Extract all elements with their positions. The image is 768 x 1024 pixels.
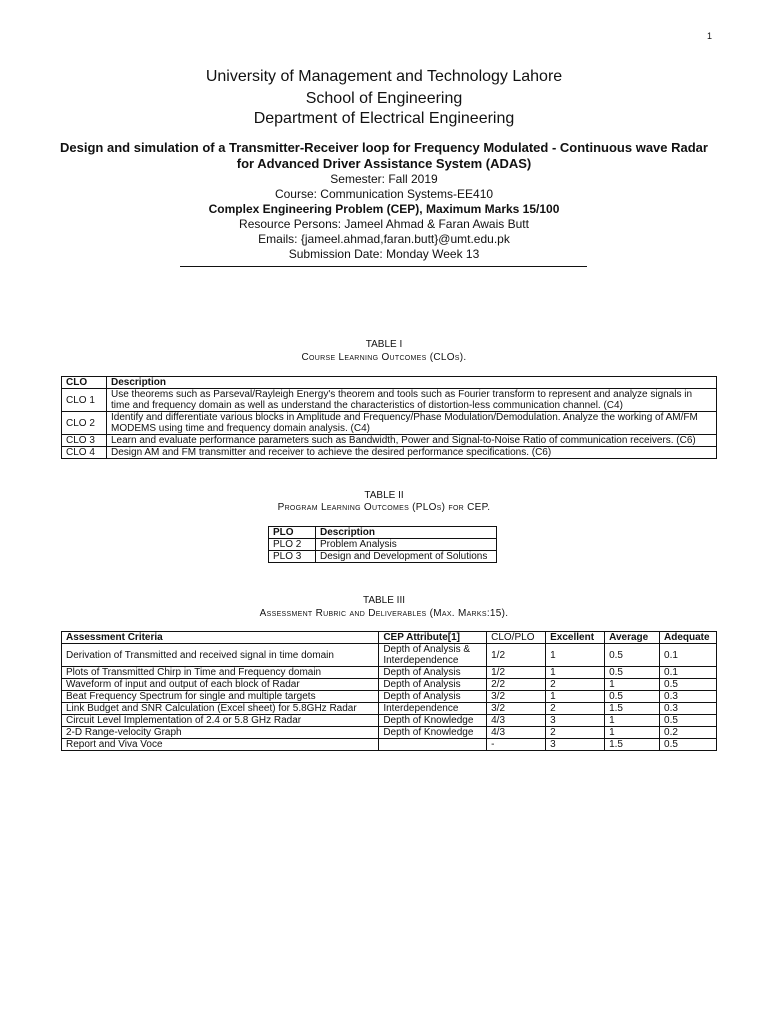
cep-attribute-cell: Depth of Knowledge — [379, 727, 487, 739]
table-row — [62, 715, 717, 727]
excellent-cell: 1 — [546, 691, 605, 703]
criteria-cell: 2-D Range-velocity Graph — [62, 727, 379, 739]
table-row — [62, 435, 717, 447]
criteria-cell: Circuit Level Implementation of 2.4 or 5.8 GHz Radar — [62, 715, 379, 727]
submission-date: Submission Date: Monday Week 13 — [288, 247, 480, 261]
clo-plo-cell: 1/2 — [487, 644, 546, 667]
header-description: Description — [107, 377, 717, 389]
adequate-cell: 0.5 — [660, 739, 717, 751]
department-name: Department of Electrical Engineering — [253, 110, 515, 127]
clo-plo-cell: 1/2 — [487, 667, 546, 679]
header-excellent: Excellent — [546, 632, 605, 644]
table3-label: TABLE III — [362, 595, 406, 606]
adequate-cell: 0.1 — [660, 644, 717, 667]
school-name: School of Engineering — [305, 90, 463, 107]
clo-id: CLO 4 — [62, 447, 107, 459]
average-cell: 1 — [605, 727, 660, 739]
header-plo: PLO — [269, 527, 316, 539]
header-adequate: Adequate — [660, 632, 717, 644]
table2-caption-text: Program Learning Outcomes (PLOs) for CEP. — [277, 502, 491, 513]
table-header-row — [62, 632, 717, 644]
university-name: University of Management and Technology Lahore — [205, 68, 563, 85]
excellent-cell: 1 — [546, 644, 605, 667]
table-header-row — [62, 377, 717, 389]
average-cell: 0.5 — [605, 644, 660, 667]
criteria-cell: Beat Frequency Spectrum for single and multiple targets — [62, 691, 379, 703]
document-header — [0, 66, 768, 262]
table3-caption-text: Assessment Rubric and Deliverables (Max. Marks:15). — [259, 608, 509, 619]
cep-attribute-cell: Depth of Analysis — [379, 691, 487, 703]
average-cell: 0.5 — [605, 691, 660, 703]
header-divider — [180, 266, 587, 267]
plo-description: Problem Analysis — [316, 539, 497, 551]
adequate-cell: 0.3 — [660, 703, 717, 715]
average-cell: 1.5 — [605, 703, 660, 715]
clo-plo-cell: - — [487, 739, 546, 751]
table-header-row — [269, 527, 497, 539]
clo-id: CLO 2 — [62, 412, 107, 435]
clo-plo-cell: 3/2 — [487, 703, 546, 715]
resource-persons: Resource Persons: Jameel Ahmad & Faran Awais Butt — [239, 217, 529, 231]
criteria-cell: Plots of Transmitted Chirp in Time and Frequency domain — [62, 667, 379, 679]
excellent-cell: 3 — [546, 739, 605, 751]
cep-attribute-cell — [379, 739, 487, 751]
header-clo-plo: CLO/PLO — [487, 632, 546, 644]
table3-caption — [0, 607, 768, 620]
cep-attribute-cell: Depth of Analysis — [379, 679, 487, 691]
adequate-cell: 0.5 — [660, 679, 717, 691]
table-row — [269, 539, 497, 551]
clo-description: Identify and differentiate various blocks in Amplitude and Frequency/Phase Modulation/Demodulation. Analyze the working of AM/FM MODEMS using time and frequency domain analysis. (C4) — [107, 412, 717, 435]
cep-attribute-cell: Depth of Analysis — [379, 667, 487, 679]
table-row — [62, 644, 717, 667]
cep-attribute-cell: Depth of Analysis & Interdependence — [379, 644, 487, 667]
plo-id: PLO 3 — [269, 551, 316, 563]
criteria-cell: Derivation of Transmitted and received signal in time domain — [62, 644, 379, 667]
plo-description: Design and Development of Solutions — [316, 551, 497, 563]
table2-caption — [0, 501, 768, 514]
clo-description: Learn and evaluate performance parameters such as Bandwidth, Power and Signal-to-Noise Ratio of communication receivers. (C6) — [107, 435, 717, 447]
criteria-cell: Link Budget and SNR Calculation (Excel sheet) for 5.8GHz Radar — [62, 703, 379, 715]
table-row — [62, 703, 717, 715]
clo-table — [61, 376, 717, 459]
adequate-cell: 0.2 — [660, 727, 717, 739]
adequate-cell: 0.5 — [660, 715, 717, 727]
table1-caption — [0, 351, 768, 364]
average-cell: 0.5 — [605, 667, 660, 679]
header-cep-attribute: CEP Attribute[1] — [379, 632, 487, 644]
excellent-cell: 1 — [546, 667, 605, 679]
table1-label: TABLE I — [365, 339, 403, 350]
table-row — [62, 667, 717, 679]
clo-plo-cell: 2/2 — [487, 679, 546, 691]
clo-description: Design AM and FM transmitter and receiver to achieve the desired performance specifications. (C6) — [107, 447, 717, 459]
emails: Emails: {jameel.ahmad,faran.butt}@umt.edu.pk — [258, 232, 510, 246]
average-cell: 1.5 — [605, 739, 660, 751]
clo-plo-cell: 3/2 — [487, 691, 546, 703]
clo-id: CLO 3 — [62, 435, 107, 447]
cep-attribute-cell: Interdependence — [379, 703, 487, 715]
header-clo: CLO — [62, 377, 107, 389]
rubric-table — [61, 631, 717, 751]
table1-caption-text: Course Learning Outcomes (CLOs). — [301, 352, 467, 363]
table2-label: TABLE II — [364, 490, 404, 501]
cep-marks: Complex Engineering Problem (CEP), Maximum Marks 15/100 — [208, 202, 560, 216]
excellent-cell: 2 — [546, 727, 605, 739]
adequate-cell: 0.1 — [660, 667, 717, 679]
average-cell: 1 — [605, 715, 660, 727]
clo-plo-cell: 4/3 — [487, 715, 546, 727]
clo-plo-cell: 4/3 — [487, 727, 546, 739]
header-average: Average — [605, 632, 660, 644]
header-assessment-criteria: Assessment Criteria — [62, 632, 379, 644]
table-row — [62, 389, 717, 412]
table-row — [62, 412, 717, 435]
plo-table — [268, 526, 497, 563]
page-number: 1 — [706, 31, 712, 41]
excellent-cell: 3 — [546, 715, 605, 727]
criteria-cell: Waveform of input and output of each block of Radar — [62, 679, 379, 691]
clo-description: Use theorems such as Parseval/Rayleigh Energy's theorem and tools such as Fourier transform to represent and analyze signals in time and frequency domain as well as understand the characteristics of distortion-less communication channel. (C4) — [107, 389, 717, 412]
plo-id: PLO 2 — [269, 539, 316, 551]
document-title: Design and simulation of a Transmitter-Receiver loop for Frequency Modulated - Continuous wave Radar for Advanced Driver Assistance System (ADAS) — [60, 140, 708, 171]
excellent-cell: 2 — [546, 703, 605, 715]
table-row — [62, 739, 717, 751]
table-row — [62, 727, 717, 739]
adequate-cell: 0.3 — [660, 691, 717, 703]
table-row — [269, 551, 497, 563]
semester: Semester: Fall 2019 — [330, 172, 438, 186]
rubric-table-body — [62, 644, 717, 751]
clo-id: CLO 1 — [62, 389, 107, 412]
course: Course: Communication Systems-EE410 — [274, 187, 494, 201]
criteria-cell: Report and Viva Voce — [62, 739, 379, 751]
cep-attribute-cell: Depth of Knowledge — [379, 715, 487, 727]
excellent-cell: 2 — [546, 679, 605, 691]
table-row — [62, 447, 717, 459]
table-row — [62, 679, 717, 691]
header-description: Description — [316, 527, 497, 539]
average-cell: 1 — [605, 679, 660, 691]
table-row — [62, 691, 717, 703]
